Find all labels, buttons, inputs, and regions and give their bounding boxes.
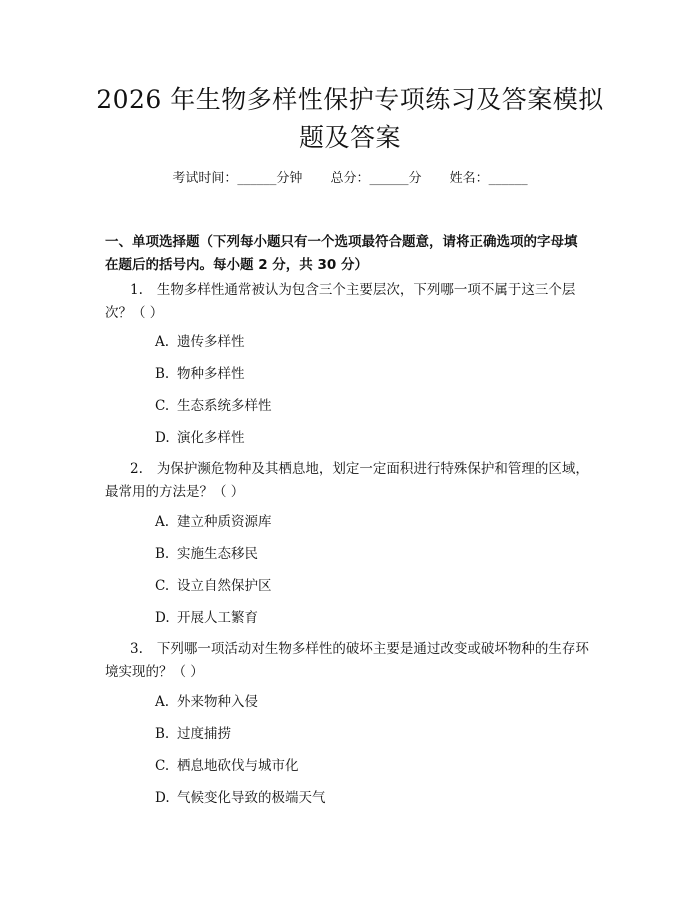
option-letter: A.: [155, 514, 170, 530]
option-letter: B.: [155, 366, 170, 382]
question-3-line-1: [105, 638, 625, 661]
question-2-option-c: [155, 577, 272, 595]
option-letter: A.: [155, 334, 170, 350]
question-1-option-a: [155, 333, 245, 351]
option-text: 设立自然保护区: [177, 578, 272, 594]
option-text: 过度捕捞: [177, 726, 231, 742]
question-1-option-b: [155, 365, 245, 383]
question-3-option-a: [155, 693, 258, 711]
section-header: [105, 231, 625, 277]
option-text: 开展人工繁育: [177, 610, 258, 626]
option-text: 生态系统多样性: [177, 398, 272, 414]
question-2-number: 2.: [130, 461, 143, 477]
question-1-line-1: [105, 279, 625, 302]
page-title-line-1: 2026 年生物多样性保护专项练习及答案模拟: [96, 85, 604, 114]
option-text: 实施生态移民: [177, 546, 258, 562]
question-3-option-d: [155, 789, 326, 807]
exam-time-field: 考试时间：______分钟: [172, 171, 303, 186]
option-letter: D.: [155, 610, 170, 626]
question-1: [105, 279, 625, 325]
question-1-text: 生物多样性通常被认为包含三个主要层次，下列哪一项不属于这三个层: [156, 282, 576, 298]
option-text: 物种多样性: [177, 366, 245, 382]
question-3-option-c: [155, 757, 299, 775]
section-header-line-2: 在题后的括号内。每小题 2 分，共 30 分）: [105, 257, 368, 273]
question-2: [105, 458, 625, 504]
question-3-line-2: 境实现的？（ ）: [105, 664, 204, 680]
question-3-text: 下列哪一项活动对生物多样性的破坏主要是通过改变或破坏物种的生存环: [156, 641, 589, 657]
question-2-line-2: 最常用的方法是？（ ）: [105, 484, 245, 500]
question-2-text: 为保护濒危物种及其栖息地，划定一定面积进行特殊保护和管理的区域，: [156, 461, 589, 477]
option-text: 外来物种入侵: [177, 694, 258, 710]
exam-info: [0, 170, 700, 188]
option-letter: C.: [155, 398, 170, 414]
option-text: 遗传多样性: [177, 334, 245, 350]
question-1-line-2: 次？（ ）: [105, 305, 164, 321]
question-1-number: 1.: [130, 282, 143, 298]
option-text: 演化多样性: [177, 430, 245, 446]
question-3-number: 3.: [130, 641, 143, 657]
option-letter: B.: [155, 546, 170, 562]
question-2-option-b: [155, 545, 258, 563]
question-3-option-b: [155, 725, 231, 743]
total-score-field: 总分：______分: [330, 171, 422, 186]
option-text: 栖息地砍伐与城市化: [177, 758, 299, 774]
question-1-option-d: [155, 429, 245, 447]
option-text: 气候变化导致的极端天气: [177, 790, 326, 806]
name-field: 姓名：______: [449, 171, 528, 186]
option-letter: C.: [155, 578, 170, 594]
section-header-line-1: 一、单项选择题（下列每小题只有一个选项最符合题意，请将正确选项的字母填: [105, 234, 578, 250]
option-letter: D.: [155, 430, 170, 446]
option-letter: D.: [155, 790, 170, 806]
option-letter: A.: [155, 694, 170, 710]
question-2-option-d: [155, 609, 258, 627]
question-3: [105, 638, 625, 684]
option-letter: B.: [155, 726, 170, 742]
page-title-line-2: 题及答案: [298, 123, 401, 152]
question-2-line-1: [105, 458, 625, 481]
option-text: 建立种质资源库: [177, 514, 272, 530]
question-1-option-c: [155, 397, 272, 415]
question-2-option-a: [155, 513, 272, 531]
option-letter: C.: [155, 758, 170, 774]
